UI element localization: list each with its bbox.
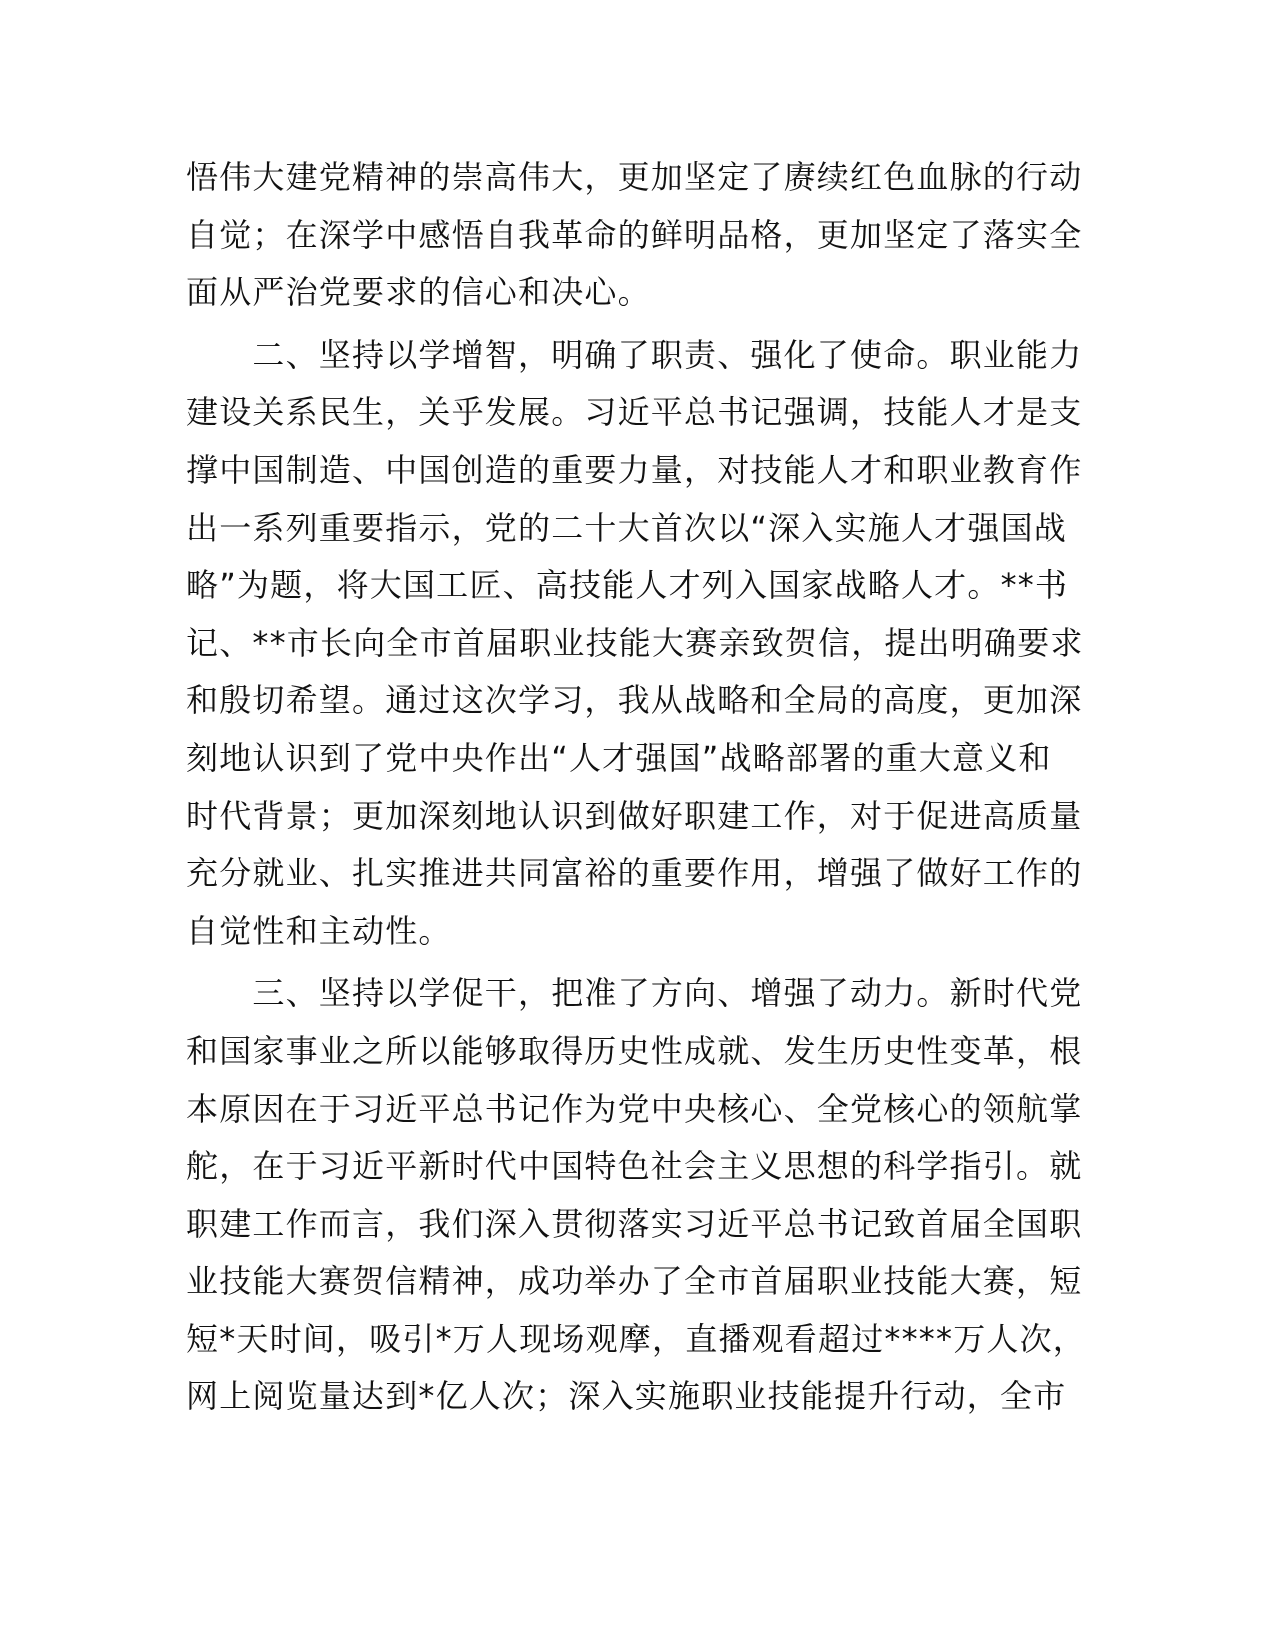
text-line: 自觉性和主动性。 [186,911,452,950]
text-line: 自觉；在深学中感悟自我革命的鲜明品格，更加坚定了落实全 [186,215,1083,254]
text-line: 舵，在于习近平新时代中国特色社会主义思想的科学指引。就 [186,1147,1083,1186]
text-line: 悟伟大建党精神的崇高伟大，更加坚定了赓续红色血脉的行动 [186,158,1083,196]
document-body [186,149,1086,1426]
text-line: 面从严治党要求的信心和决心。 [186,273,651,312]
text-line: 和殷切希望。通过这次学习，我从战略和全局的高度，更加深 [186,681,1083,720]
paragraph-2 [186,327,1086,961]
text-line: 和国家事业之所以能够取得历史性成就、发生历史性变革，根 [186,1031,1083,1070]
text-line: 建设关系民生，关乎发展。习近平总书记强调，技能人才是支 [186,393,1083,432]
text-line: 业技能大赛贺信精神，成功举办了全市首届职业技能大赛，短 [186,1262,1083,1301]
text-line: 网上阅览量达到*亿人次；深入实施职业技能提升行动，全市 [186,1377,1067,1416]
text-line: 三、坚持以学促干，把准了方向、增强了动力。新时代党 [186,974,1083,1013]
text-line: 刻地认识到了党中央作出“人才强国”战略部署的重大意义和 [186,738,1052,777]
text-line: 时代背景；更加深刻地认识到做好职建工作，对于促进高质量 [186,796,1083,835]
paragraph-1 [186,149,1086,322]
text-line: 撑中国制造、中国创造的重要力量，对技能人才和职业教育作 [186,450,1083,489]
text-line: 职建工作而言，我们深入贯彻落实习近平总书记致首届全国职 [186,1204,1083,1243]
text-line: 记、**市长向全市首届职业技能大赛亲致贺信，提出明确要求 [186,623,1084,662]
text-line: 短*天时间，吸引*万人现场观摩，直播观看超过****万人次， [186,1319,1087,1358]
text-line: 略”为题，将大国工匠、高技能人才列入国家战略人才。**书 [186,566,1069,605]
text-line: 二、坚持以学增智，明确了职责、强化了使命。职业能力 [186,335,1083,374]
paragraph-3 [186,965,1086,1426]
text-line: 出一系列重要指示，党的二十大首次以“深入实施人才强国战 [186,508,1067,547]
text-line: 充分就业、扎实推进共同富裕的重要作用，增强了做好工作的 [186,854,1083,893]
text-line: 本原因在于习近平总书记作为党中央核心、全党核心的领航掌 [186,1089,1083,1128]
